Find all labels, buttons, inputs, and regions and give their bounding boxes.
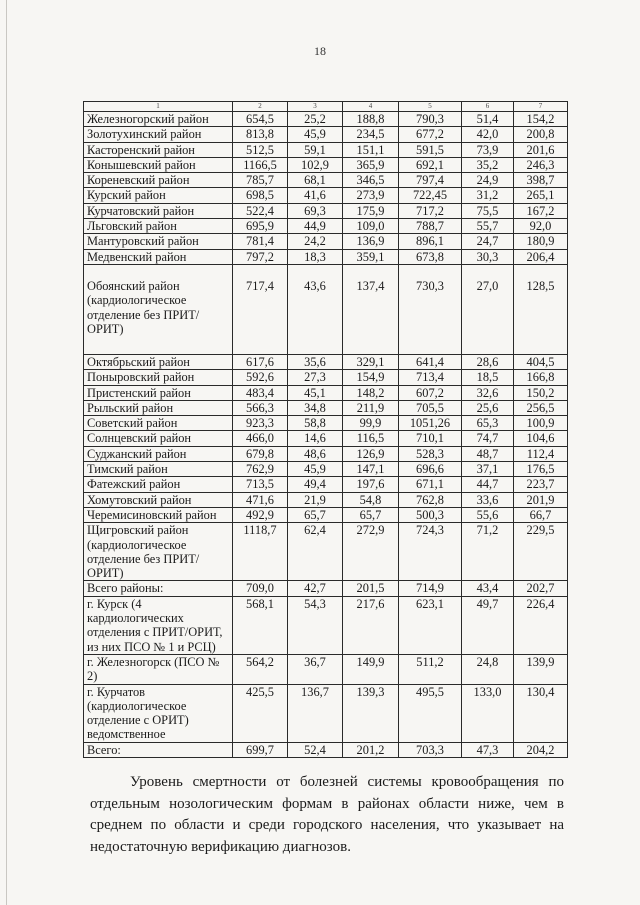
value-cell: 265,1 (514, 188, 568, 203)
value-cell: 24,7 (462, 234, 514, 249)
row-label-cell: г. Курск (4 кардиологических отделения с ПРИТ/ОРИТ, из них ПСО № 1 и РСЦ) (84, 596, 233, 654)
value-cell: 45,9 (288, 127, 343, 142)
value-cell: 35,6 (288, 354, 343, 369)
table-row (84, 142, 568, 157)
table-row (84, 446, 568, 461)
value-cell: 359,1 (343, 249, 399, 264)
value-cell: 201,9 (514, 492, 568, 507)
table-row (84, 354, 568, 369)
value-cell: 65,3 (462, 416, 514, 431)
value-cell: 136,9 (343, 234, 399, 249)
page-number: 18 (314, 44, 326, 58)
value-cell: 425,5 (233, 684, 288, 742)
row-label-cell: Кореневский район (84, 173, 233, 188)
value-cell: 201,6 (514, 142, 568, 157)
value-cell: 49,4 (288, 477, 343, 492)
value-cell: 204,2 (514, 742, 568, 757)
value-cell: 167,2 (514, 203, 568, 218)
value-cell: 896,1 (399, 234, 462, 249)
value-cell: 677,2 (399, 127, 462, 142)
value-cell: 69,3 (288, 203, 343, 218)
value-cell: 710,1 (399, 431, 462, 446)
value-cell: 147,1 (343, 462, 399, 477)
value-cell: 234,5 (343, 127, 399, 142)
value-cell: 43,4 (462, 581, 514, 596)
value-cell: 762,8 (399, 492, 462, 507)
value-cell: 206,4 (514, 249, 568, 264)
value-cell: 564,2 (233, 654, 288, 684)
table-row (84, 112, 568, 127)
row-label-cell: Касторенский район (84, 142, 233, 157)
value-cell: 65,7 (288, 507, 343, 522)
value-cell: 671,1 (399, 477, 462, 492)
value-cell: 34,8 (288, 400, 343, 415)
table-row (84, 173, 568, 188)
value-cell: 762,9 (233, 462, 288, 477)
table-row (84, 416, 568, 431)
value-cell: 471,6 (233, 492, 288, 507)
value-cell: 45,9 (288, 462, 343, 477)
value-cell: 607,2 (399, 385, 462, 400)
value-cell: 188,8 (343, 112, 399, 127)
table-row (84, 507, 568, 522)
value-cell: 74,7 (462, 431, 514, 446)
value-cell: 200,8 (514, 127, 568, 142)
value-cell: 100,9 (514, 416, 568, 431)
value-cell: 272,9 (343, 523, 399, 581)
value-cell: 398,7 (514, 173, 568, 188)
value-cell: 679,8 (233, 446, 288, 461)
value-cell: 41,6 (288, 188, 343, 203)
table-row (84, 492, 568, 507)
value-cell: 713,5 (233, 477, 288, 492)
row-label-cell: Обоянский район (кардиологическое отделение без ПРИТ/ОРИТ) (84, 264, 233, 354)
row-label-cell: Всего районы: (84, 581, 233, 596)
page-edge-line (6, 0, 7, 905)
value-cell: 59,1 (288, 142, 343, 157)
table-row (84, 234, 568, 249)
table-row (84, 219, 568, 234)
value-cell: 24,8 (462, 654, 514, 684)
row-label-cell: Солнцевский район (84, 431, 233, 446)
value-cell: 33,6 (462, 492, 514, 507)
value-cell: 136,7 (288, 684, 343, 742)
value-cell: 58,8 (288, 416, 343, 431)
value-cell: 788,7 (399, 219, 462, 234)
value-cell: 51,4 (462, 112, 514, 127)
value-cell: 130,4 (514, 684, 568, 742)
value-cell: 36,7 (288, 654, 343, 684)
row-label-cell: Медвенский район (84, 249, 233, 264)
value-cell: 151,1 (343, 142, 399, 157)
value-cell: 705,5 (399, 400, 462, 415)
value-cell: 654,5 (233, 112, 288, 127)
value-cell: 139,9 (514, 654, 568, 684)
value-cell: 329,1 (343, 354, 399, 369)
table-header-row (84, 102, 568, 112)
value-cell: 42,7 (288, 581, 343, 596)
value-cell: 44,9 (288, 219, 343, 234)
value-cell: 176,5 (514, 462, 568, 477)
row-label-cell: Щигровский район (кардиологическое отделение без ПРИТ/ОРИТ) (84, 523, 233, 581)
value-cell: 813,8 (233, 127, 288, 142)
table-row (84, 203, 568, 218)
value-cell: 226,4 (514, 596, 568, 654)
value-cell: 31,2 (462, 188, 514, 203)
row-label-cell: Льговский район (84, 219, 233, 234)
value-cell: 797,2 (233, 249, 288, 264)
table-row (84, 370, 568, 385)
value-cell: 673,8 (399, 249, 462, 264)
value-cell: 500,3 (399, 507, 462, 522)
value-cell: 797,4 (399, 173, 462, 188)
header-cell: 4 (343, 102, 399, 112)
table-body (84, 102, 568, 758)
value-cell: 522,4 (233, 203, 288, 218)
table-row (84, 264, 568, 354)
value-cell: 14,6 (288, 431, 343, 446)
row-label-cell: Пристенский район (84, 385, 233, 400)
row-label-cell: Тимский район (84, 462, 233, 477)
value-cell: 724,3 (399, 523, 462, 581)
value-cell: 717,4 (233, 264, 288, 354)
value-cell: 25,2 (288, 112, 343, 127)
row-label-cell: Хомутовский район (84, 492, 233, 507)
table-row (84, 684, 568, 742)
value-cell: 698,5 (233, 188, 288, 203)
value-cell: 717,2 (399, 203, 462, 218)
value-cell: 102,9 (288, 157, 343, 172)
value-cell: 217,6 (343, 596, 399, 654)
value-cell: 528,3 (399, 446, 462, 461)
value-cell: 68,1 (288, 173, 343, 188)
row-label-cell: Золотухинский район (84, 127, 233, 142)
value-cell: 617,6 (233, 354, 288, 369)
table-row (84, 249, 568, 264)
table-row (84, 654, 568, 684)
value-cell: 201,2 (343, 742, 399, 757)
value-cell: 568,1 (233, 596, 288, 654)
value-cell: 28,6 (462, 354, 514, 369)
row-label-cell: Суджанский район (84, 446, 233, 461)
value-cell: 24,9 (462, 173, 514, 188)
table-row (84, 581, 568, 596)
header-cell: 5 (399, 102, 462, 112)
value-cell: 73,9 (462, 142, 514, 157)
row-label-cell: Всего: (84, 742, 233, 757)
value-cell: 48,7 (462, 446, 514, 461)
row-label-cell: Советский район (84, 416, 233, 431)
row-label-cell: Курский район (84, 188, 233, 203)
value-cell: 25,6 (462, 400, 514, 415)
value-cell: 201,5 (343, 581, 399, 596)
value-cell: 566,3 (233, 400, 288, 415)
value-cell: 99,9 (343, 416, 399, 431)
value-cell: 483,4 (233, 385, 288, 400)
table-row (84, 431, 568, 446)
value-cell: 730,3 (399, 264, 462, 354)
value-cell: 21,9 (288, 492, 343, 507)
value-cell: 641,4 (399, 354, 462, 369)
value-cell: 24,2 (288, 234, 343, 249)
value-cell: 692,1 (399, 157, 462, 172)
value-cell: 139,3 (343, 684, 399, 742)
header-cell: 6 (462, 102, 514, 112)
value-cell: 166,8 (514, 370, 568, 385)
value-cell: 54,3 (288, 596, 343, 654)
row-label-cell: г. Курчатов (кардиологическое отделение с ОРИТ) ведомственное (84, 684, 233, 742)
table-row (84, 523, 568, 581)
value-cell: 149,9 (343, 654, 399, 684)
row-label-cell: Октябрьский район (84, 354, 233, 369)
value-cell: 27,0 (462, 264, 514, 354)
row-label-cell: Рыльский район (84, 400, 233, 415)
value-cell: 116,5 (343, 431, 399, 446)
header-cell: 1 (84, 102, 233, 112)
value-cell: 592,6 (233, 370, 288, 385)
value-cell: 790,3 (399, 112, 462, 127)
value-cell: 466,0 (233, 431, 288, 446)
value-cell: 703,3 (399, 742, 462, 757)
value-cell: 62,4 (288, 523, 343, 581)
value-cell: 128,5 (514, 264, 568, 354)
value-cell: 346,5 (343, 173, 399, 188)
row-label-cell: Мантуровский район (84, 234, 233, 249)
value-cell: 92,0 (514, 219, 568, 234)
value-cell: 722,45 (399, 188, 462, 203)
value-cell: 197,6 (343, 477, 399, 492)
value-cell: 30,3 (462, 249, 514, 264)
row-label-cell: Курчатовский район (84, 203, 233, 218)
value-cell: 623,1 (399, 596, 462, 654)
value-cell: 512,5 (233, 142, 288, 157)
mortality-table (83, 101, 568, 758)
value-cell: 71,2 (462, 523, 514, 581)
value-cell: 511,2 (399, 654, 462, 684)
value-cell: 781,4 (233, 234, 288, 249)
value-cell: 591,5 (399, 142, 462, 157)
value-cell: 112,4 (514, 446, 568, 461)
value-cell: 223,7 (514, 477, 568, 492)
value-cell: 55,6 (462, 507, 514, 522)
header-cell: 7 (514, 102, 568, 112)
value-cell: 699,7 (233, 742, 288, 757)
value-cell: 785,7 (233, 173, 288, 188)
value-cell: 18,5 (462, 370, 514, 385)
value-cell: 202,7 (514, 581, 568, 596)
value-cell: 696,6 (399, 462, 462, 477)
value-cell: 35,2 (462, 157, 514, 172)
value-cell: 44,7 (462, 477, 514, 492)
header-cell: 3 (288, 102, 343, 112)
value-cell: 695,9 (233, 219, 288, 234)
table-row (84, 462, 568, 477)
value-cell: 150,2 (514, 385, 568, 400)
table-row (84, 127, 568, 142)
value-cell: 148,2 (343, 385, 399, 400)
value-cell: 495,5 (399, 684, 462, 742)
value-cell: 65,7 (343, 507, 399, 522)
row-label-cell: Конышевский район (84, 157, 233, 172)
value-cell: 104,6 (514, 431, 568, 446)
value-cell: 18,3 (288, 249, 343, 264)
value-cell: 32,6 (462, 385, 514, 400)
value-cell: 55,7 (462, 219, 514, 234)
row-label-cell: г. Железногорск (ПСО № 2) (84, 654, 233, 684)
value-cell: 1118,7 (233, 523, 288, 581)
value-cell: 714,9 (399, 581, 462, 596)
value-cell: 246,3 (514, 157, 568, 172)
value-cell: 133,0 (462, 684, 514, 742)
value-cell: 109,0 (343, 219, 399, 234)
value-cell: 273,9 (343, 188, 399, 203)
value-cell: 713,4 (399, 370, 462, 385)
value-cell: 27,3 (288, 370, 343, 385)
value-cell: 175,9 (343, 203, 399, 218)
value-cell: 49,7 (462, 596, 514, 654)
conclusion-paragraph: Уровень смертности от болезней системы кровообращения по отдельным нозологическим формам в районах области ниже, чем в среднем по области и среди городского населения, что указывает на недостаточную верификацию диагнозов. (90, 774, 564, 855)
table-row (84, 477, 568, 492)
value-cell: 75,5 (462, 203, 514, 218)
table-row (84, 742, 568, 757)
value-cell: 47,3 (462, 742, 514, 757)
table-row (84, 157, 568, 172)
value-cell: 126,9 (343, 446, 399, 461)
row-label-cell: Фатежский район (84, 477, 233, 492)
table-row (84, 596, 568, 654)
table-row (84, 188, 568, 203)
value-cell: 54,8 (343, 492, 399, 507)
value-cell: 48,6 (288, 446, 343, 461)
value-cell: 211,9 (343, 400, 399, 415)
value-cell: 492,9 (233, 507, 288, 522)
table-row (84, 385, 568, 400)
value-cell: 42,0 (462, 127, 514, 142)
value-cell: 923,3 (233, 416, 288, 431)
value-cell: 137,4 (343, 264, 399, 354)
value-cell: 709,0 (233, 581, 288, 596)
row-label-cell: Черемисиновский район (84, 507, 233, 522)
value-cell: 229,5 (514, 523, 568, 581)
value-cell: 256,5 (514, 400, 568, 415)
table-row (84, 400, 568, 415)
value-cell: 37,1 (462, 462, 514, 477)
value-cell: 66,7 (514, 507, 568, 522)
row-label-cell: Железногорский район (84, 112, 233, 127)
value-cell: 154,9 (343, 370, 399, 385)
value-cell: 154,2 (514, 112, 568, 127)
value-cell: 1166,5 (233, 157, 288, 172)
header-cell: 2 (233, 102, 288, 112)
row-label-cell: Поныровский район (84, 370, 233, 385)
value-cell: 1051,26 (399, 416, 462, 431)
value-cell: 180,9 (514, 234, 568, 249)
value-cell: 45,1 (288, 385, 343, 400)
value-cell: 52,4 (288, 742, 343, 757)
value-cell: 43,6 (288, 264, 343, 354)
value-cell: 404,5 (514, 354, 568, 369)
value-cell: 365,9 (343, 157, 399, 172)
